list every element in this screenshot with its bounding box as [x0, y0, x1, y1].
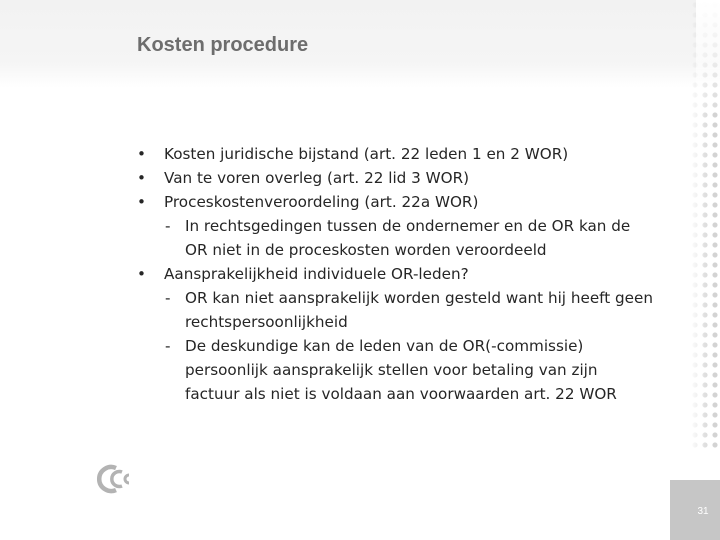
sub-item-text: OR kan niet aansprakelijk worden gesteld want hij heeft geen rechtspersoonlijkheid [185, 289, 653, 331]
bullet-marker: • [137, 265, 146, 283]
company-logo-icon [95, 462, 135, 496]
sub-item [165, 286, 655, 334]
bullet-text: Proceskostenveroordeling (art. 22a WOR) [164, 193, 479, 211]
sub-item-marker: - [165, 289, 171, 307]
page-number: 31 [697, 506, 709, 517]
slide-body [0, 142, 720, 406]
sub-item-marker: - [165, 217, 171, 235]
bullet-text: Kosten juridische bijstand (art. 22 leden 1 en 2 WOR) [164, 145, 569, 163]
bullet-text: Aansprakelijkheid individuele OR-leden? [164, 265, 469, 283]
bullet-item [137, 190, 664, 214]
dot-pattern-fade [696, 0, 720, 110]
bullet-item [137, 166, 664, 190]
sub-item-text: De deskundige kan de leden van de OR(-commissie) persoonlijk aansprakelijk stellen voor betaling van zijn factuur als niet is voldaan aan voorwaarden art. 22 WOR [185, 337, 617, 403]
slide-title: Kosten procedure [137, 34, 309, 56]
bullet-text: Van te voren overleg (art. 22 lid 3 WOR) [164, 169, 470, 187]
bullet-item [137, 262, 664, 286]
sub-item [165, 214, 655, 262]
bullet-marker: • [137, 169, 146, 187]
sub-item-marker: - [165, 337, 171, 355]
bullet-marker: • [137, 145, 146, 163]
sub-item-text: In rechtsgedingen tussen de ondernemer en de OR kan de OR niet in de proceskosten worden veroordeeld [185, 217, 631, 259]
title-band [0, 0, 720, 88]
bullet-marker: • [137, 193, 146, 211]
sub-item [165, 334, 655, 406]
bullet-item [137, 142, 664, 166]
